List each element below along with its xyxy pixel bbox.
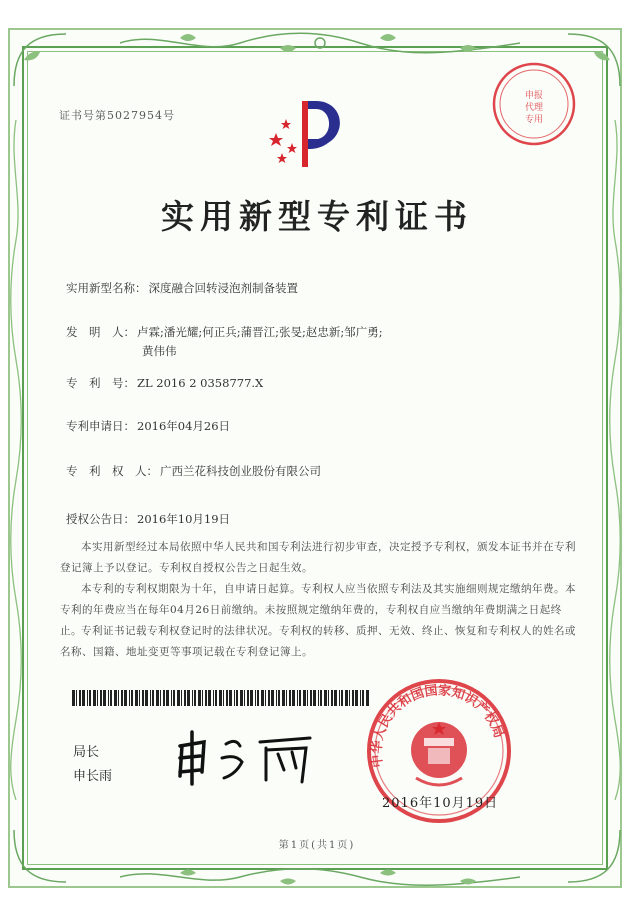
filing-date-label: 专利申请日： <box>66 419 135 433</box>
page-number: 第1页(共1页) <box>278 840 356 851</box>
corner-ornament-top-left <box>10 30 70 90</box>
svg-text:专用: 专用 <box>524 115 544 125</box>
patentee-value: 广西兰花科技创业股份有限公司 <box>160 464 321 478</box>
certificate-title: 实用新型专利证书 <box>161 197 473 236</box>
patent-number-label: 专 利 号： <box>66 376 135 390</box>
statement-paragraph-1: 本实用新型经过本局依照中华人民共和国专利法进行初步审查，决定授予专利权，颁发本证书并在专利登记簿上予以登记。专利权自授权公告之日起生效。 <box>60 541 576 574</box>
statement-paragraph-2: 本专利的专利权期限为十年，自申请日起算。专利权人应当依照专利法及其实施细则规定缴纳年费。本专利的年费应当在每年04月26日前缴纳。未按照规定缴纳年费的，专利权自应当缴纳年费期满之日起终止。 <box>60 583 576 637</box>
utility-model-name-label: 实用新型名称： <box>66 281 147 295</box>
patent-number-row <box>66 375 263 391</box>
signature-date: 2016年10月19日 <box>382 796 499 811</box>
barcode <box>72 690 372 706</box>
svg-text:申报: 申报 <box>524 91 544 101</box>
director-title: 局长 <box>73 745 100 760</box>
corner-ornament-bottom-right <box>564 826 624 886</box>
patentee-label: 专 利 权 人： <box>66 464 158 478</box>
cnipa-logo <box>262 93 354 173</box>
patentee-row <box>66 463 321 479</box>
small-red-seal <box>490 60 578 148</box>
inventor-row-cont <box>140 343 177 359</box>
filing-date-row <box>66 418 230 434</box>
grant-date-label: 授权公告日： <box>66 512 135 526</box>
top-vine-ornament <box>120 30 520 56</box>
grant-date-value: 2016年10月19日 <box>137 512 231 526</box>
svg-text:代理: 代理 <box>524 103 544 113</box>
patent-number-value: ZL 2016 2 0358777.X <box>137 376 264 390</box>
inventor-value: 卢霖;潘光耀;何正兵;蒲晋江;张旻;赵忠新;邹广勇; <box>137 325 383 339</box>
director-name: 申长雨 <box>73 769 113 784</box>
inventor-label: 发 明 人： <box>66 325 135 339</box>
utility-model-name-value: 深度融合回转浸泡剂制备装置 <box>148 281 298 295</box>
filing-date-value: 2016年04月26日 <box>137 419 231 433</box>
certificate-number: 证书号第5027954号 <box>59 109 175 122</box>
seal-text: 中华人民共和国国家知识产权局 <box>369 683 507 769</box>
director-signature <box>170 728 320 788</box>
bottom-vine-ornament <box>120 866 520 888</box>
inventor-row <box>66 324 383 340</box>
inventor-value-continued: 黄伟伟 <box>142 344 177 358</box>
statement-paragraph-3: 专利证书记载专利权登记时的法律状况。专利权的转移、质押、无效、终止、恢复和专利权人的姓名或名称、国籍、地址变更等事项记载在专利登记簿上。 <box>60 625 576 658</box>
utility-model-name-row <box>66 280 298 296</box>
corner-ornament-bottom-left <box>10 826 70 886</box>
grant-date-row <box>66 511 230 527</box>
